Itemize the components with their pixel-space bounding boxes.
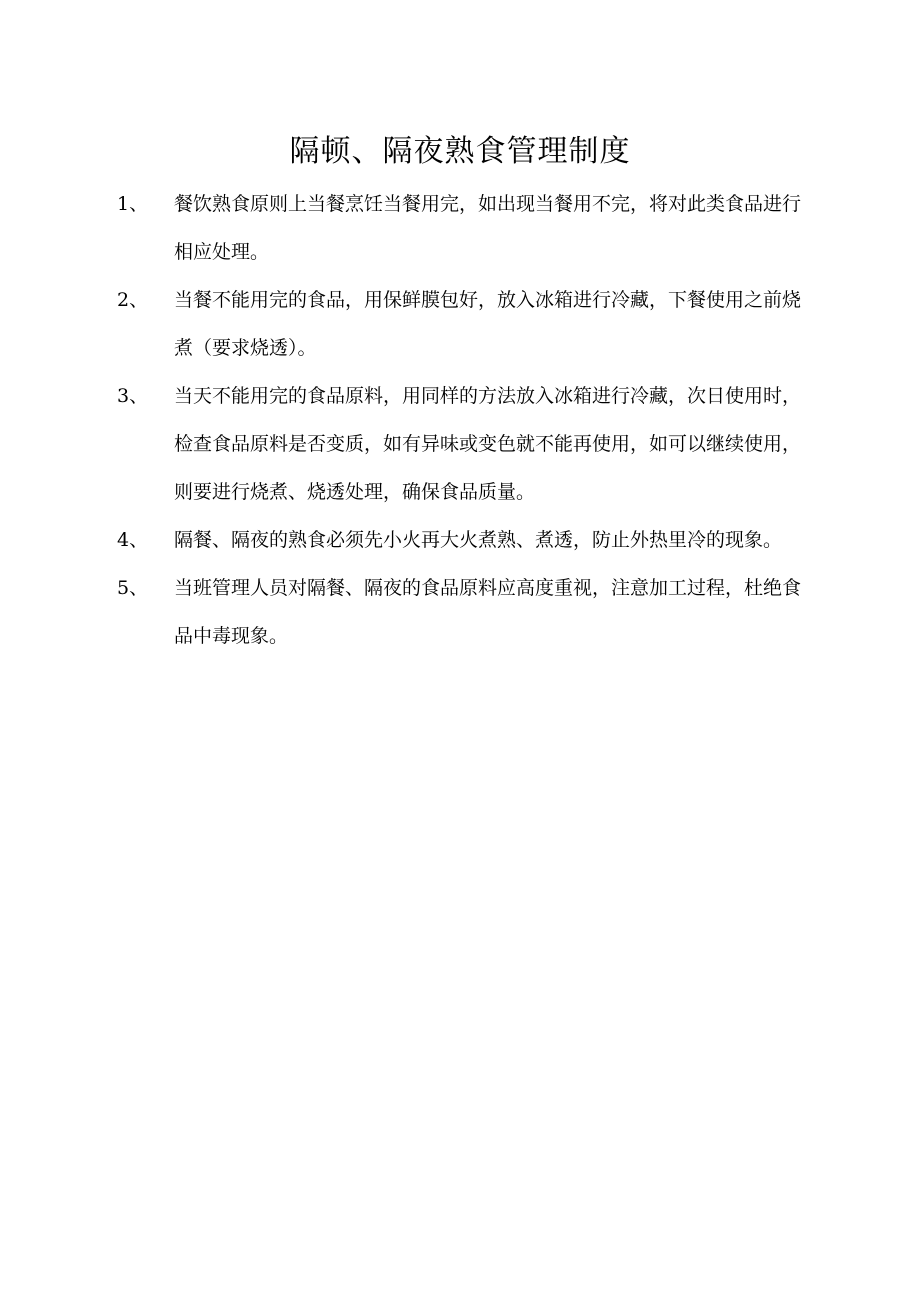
rule-item-4: [117, 516, 817, 564]
rule-text: 当天不能用完的食品原料，用同样的方法放入冰箱进行冷藏，次日使用时，检查食品原料是否变质，如有异味或变色就不能再使用，如可以继续使用，则要进行烧煮、烧透处理，确保食品质量。: [174, 385, 802, 503]
rule-number: 5、: [117, 577, 149, 599]
rule-text: 当班管理人员对隔餐、隔夜的食品原料应高度重视，注意加工过程，杜绝食品中毒现象。: [174, 577, 802, 647]
rule-number: 2、: [117, 289, 149, 311]
rule-text: 隔餐、隔夜的熟食必须先小火再大火煮熟、煮透，防止外热里冷的现象。: [174, 529, 783, 551]
rule-item-1: [117, 180, 817, 276]
rule-number: 4、: [117, 529, 149, 551]
rule-text: 当餐不能用完的食品，用保鲜膜包好，放入冰箱进行冷藏，下餐使用之前烧煮（要求烧透）。: [174, 289, 802, 359]
rule-item-5: [117, 564, 817, 660]
rule-item-3: [117, 372, 817, 516]
rule-number: 1、: [117, 193, 149, 215]
rule-number: 3、: [117, 385, 149, 407]
rule-item-2: [117, 276, 817, 372]
document-title: 隔顿、隔夜熟食管理制度: [289, 134, 631, 169]
rules-list: [117, 180, 817, 660]
rule-text: 餐饮熟食原则上当餐烹饪当餐用完，如出现当餐用不完，将对此类食品进行相应处理。: [174, 193, 802, 263]
